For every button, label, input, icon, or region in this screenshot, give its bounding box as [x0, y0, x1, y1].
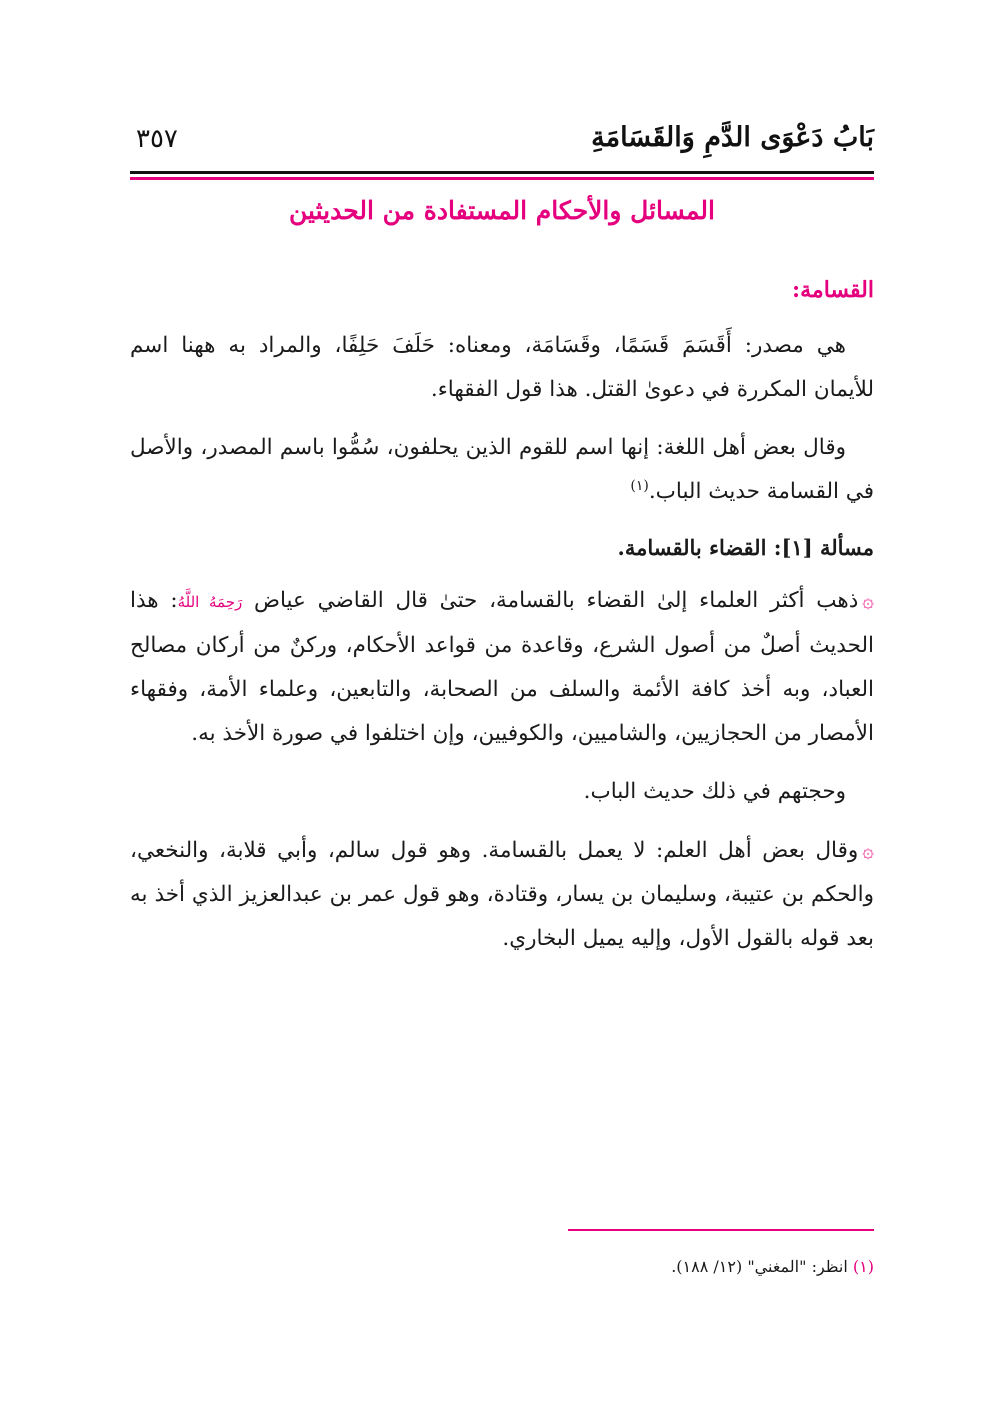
paragraph-evidence	[130, 770, 874, 814]
footnote	[130, 1254, 874, 1280]
paragraph-opposing-text: وقال بعض أهل العلم: لا يعمل بالقسامة. وهو قول سالم، وأبي قلابة، والنخعي، والحكم بن عتيبة، وسليمان بن يسار، وقتادة، وهو قول عمر بن عبدالعزيز الذي أخذ به بعد قوله بالقول الأول، وإليه يميل البخاري.	[130, 838, 874, 951]
paragraph-evidence-text: وحجتهم في ذلك حديث الباب.	[583, 779, 846, 804]
paragraph-linguists	[130, 426, 874, 514]
footnote-number: (١)	[852, 1257, 874, 1276]
flower-ornament-icon: ۞	[862, 838, 874, 862]
paragraph-majority	[130, 578, 874, 756]
section-title: المسائل والأحكام المستفادة من الحديثين	[289, 196, 715, 225]
paragraph-majority-text-b: : هذا الحديث أصلٌ من أصول الشرع، وقاعدة من قواعد الأحكام، وركنٌ من أركان مصالح العباد، وبه أخذ كافة الأئمة والسلف من الصحابة، والتابعين، وعلماء الأمة، وفقهاء الأمصار من الحجازيين، والشاميين، والكوفيين، وإن اختلفوا في صورة الأخذ به.	[130, 588, 874, 746]
paragraph-opposing	[130, 828, 874, 961]
subhead-qasama: القسامة:	[792, 277, 874, 303]
issue-heading: مسألة [١]: القضاء بالقسامة.	[617, 535, 874, 560]
header-rule-black	[130, 171, 874, 174]
chapter-title: بَابُ دَعْوَى الدَّمِ وَالقَسَامَةِ	[591, 122, 874, 153]
footnote-reference[interactable]: (١)	[630, 477, 649, 494]
flower-ornament-icon: ۞	[862, 588, 875, 612]
honorific-glyph: رَحِمَهُ اللَّهُ	[177, 593, 243, 611]
paragraph-majority-text-a: ذهب أكثر العلماء إلىٰ القضاء بالقسامة، حتىٰ قال القاضي عياض	[254, 588, 859, 613]
running-header	[130, 118, 874, 166]
paragraph-linguists-text: وقال بعض أهل اللغة: إنها اسم للقوم الذين يحلفون، سُمُّوا باسم المصدر، والأصل في القسامة حديث الباب.	[130, 435, 874, 504]
footnote-separator	[568, 1229, 874, 1231]
page-number: ٣٥٧	[136, 124, 178, 154]
header-rule-pink	[130, 177, 874, 180]
main-text	[130, 270, 874, 975]
footnote-text: انظر: "المغني" (١٢/ ١٨٨).	[671, 1257, 848, 1276]
paragraph-definition-text: هي مصدر: أَقَسَمَ قَسَمًا، وقَسَامَة، ومعناه: حَلَفَ حَلِفًا، والمراد به ههنا اسم للأيمان المكررة في دعوىٰ القتل. هذا قول الفقهاء.	[130, 333, 874, 402]
paragraph-definition	[130, 324, 874, 412]
